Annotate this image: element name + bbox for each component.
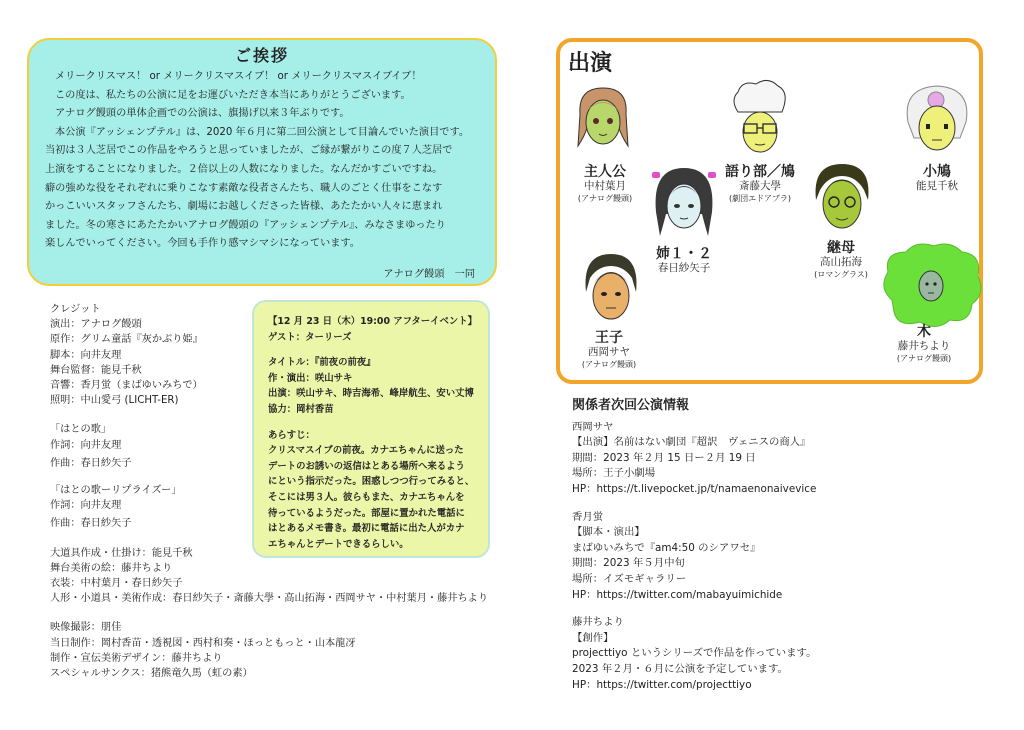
greeting-line: メリークリスマス！ or メリークリスマスイブ！ or メリークリスマスイブイブ！ xyxy=(55,71,422,82)
cast-member xyxy=(800,240,882,280)
greeting-text xyxy=(45,68,483,254)
narrator-portrait xyxy=(728,76,792,160)
related-link[interactable]: HP：https://t.livepocket.jp/t/namaenonaivevice xyxy=(572,482,817,495)
related-detail: 2023 年２月・６月に公演を予定しています。 xyxy=(572,662,788,675)
event-synopsis-line: 待っているようだった。部屋に置かれた電話に xyxy=(268,507,465,519)
credit-row: 舞台美術の絵：藤井ちより xyxy=(50,562,173,574)
cast-actor: 西岡サヤ xyxy=(588,346,630,358)
cast-actor: 斎藤大學 xyxy=(739,180,781,192)
related-category: 【脚本・演出】 xyxy=(572,526,645,539)
cast-troupe: (ロマングラス) xyxy=(814,270,868,279)
greeting-line: 癖の強めな役をそれぞれに乗りこなす素敵な役者さんたち、職人のごとく仕事をこなす xyxy=(45,182,443,194)
credit-row: 映像撮影：朋佳 xyxy=(50,622,122,634)
greeting-signature: アナログ饅頭 一同 xyxy=(383,269,475,280)
cast-actor: 中村葉月 xyxy=(584,180,626,192)
cast-member xyxy=(564,164,646,204)
greeting-line: 上演をすることになりました。２倍以上の人数になりました。なんだかすごいですね。 xyxy=(45,163,443,175)
greeting-line: 楽しんでいってください。今回も手作り感マシマシになっています。 xyxy=(45,238,360,250)
credit-row: 作詞：向井友理 xyxy=(50,439,122,451)
credits-heading: クレジット xyxy=(50,304,101,315)
event-synopsis-line: そこには男３人。彼らもまた、カナエちゃんを xyxy=(268,491,465,503)
event-synopsis-line: はとあるメモ書き。最初に電話に出た人がカナ xyxy=(268,523,465,535)
event-synopsis-line: デートのお誘いの返信はとある場所へ来るよう xyxy=(268,460,465,472)
greeting-line: アナログ饅頭の単体企画での公演は、旗揚げ以来３年ぶりです。 xyxy=(55,108,350,120)
cast-member xyxy=(718,164,802,204)
cast-title: 出演 xyxy=(568,51,613,76)
event-synopsis-line: にという指示だった。困惑しつつ行ってみると、 xyxy=(268,476,475,488)
related-detail: 期間：2023 年２月 15 日ー２月 19 日 xyxy=(572,451,756,464)
greeting-line: 当初は３人芝居でこの作品をやろうと思っていましたが、ご縁が繋がりこの度７人芝居で xyxy=(45,145,453,157)
related-person xyxy=(572,420,992,498)
greeting-line: 本公演『アッシェンプテル』は、2020 年６月に第二回公演として目論んでいた演目です。 xyxy=(55,126,470,138)
credit-row: 大道具作成・仕掛け：能見千秋 xyxy=(50,547,193,559)
cast-role: 語り部／鳩 xyxy=(725,164,795,180)
credit-row: スペシャルサンクス：猪熊竜久馬（虹の素） xyxy=(50,668,253,680)
cast-actor: 高山拓海 xyxy=(820,256,862,268)
related-detail: 場所：イズモギャラリー xyxy=(572,572,687,585)
greeting-box xyxy=(27,38,497,286)
cast-troupe: (アナログ饅頭) xyxy=(896,354,952,363)
related-performances xyxy=(572,398,992,705)
related-detail: まばゆいみちで『am4:50 のシアワセ』 xyxy=(572,541,761,554)
event-cast: 出演：咲山サキ、時吉海希、峰岸航生、安い丈博 xyxy=(268,388,474,400)
credit-row: 「はとの歌」 xyxy=(50,424,112,436)
cast-member xyxy=(890,164,984,193)
stepmother-portrait xyxy=(810,160,874,240)
cast-role: 主人公 xyxy=(584,164,626,180)
related-category: 【出演】名前はない劇団『超訳 ヴェニスの商人』 xyxy=(572,436,811,449)
cast-troupe: (アナログ饅頭) xyxy=(581,360,637,369)
event-title: タイトル：『前夜の前夜』 xyxy=(268,357,376,369)
related-person xyxy=(572,615,992,693)
related-link[interactable]: HP：https://twitter.com/mabayuimichide xyxy=(572,588,783,601)
little-dove-portrait xyxy=(902,82,972,162)
sisters-portrait xyxy=(650,162,718,244)
prince-portrait xyxy=(580,250,642,330)
greeting-line: ました。冬の寒さにあたたかいアナログ饅頭の『アッシェンプテル』、みなさまゆったり xyxy=(45,219,446,231)
credit-row: 照明：中山愛弓 (LICHT-ER) xyxy=(50,395,179,407)
cast-member xyxy=(644,246,724,275)
greeting-line: かっこいいスタッフさんたち、劇場にお越しくださった皆様、あたたかい人々に恵まれ xyxy=(45,201,443,213)
cast-actor: 能見千秋 xyxy=(916,180,958,192)
cast-role: 姉１・２ xyxy=(656,246,712,262)
event-director: 作・演出：咲山サキ xyxy=(268,372,353,384)
credit-row: 制作・宣伝美術デザイン：藤井ちより xyxy=(50,652,223,664)
related-name: 藤井ちより xyxy=(572,616,624,629)
related-name: 香月蛍 xyxy=(572,510,604,523)
cast-role: 木 xyxy=(917,324,931,340)
event-date: 【12 月 23 日（木）19:00 アフターイベント】 xyxy=(268,316,477,327)
cast-role: 継母 xyxy=(827,240,855,256)
cast-actor: 春日紗矢子 xyxy=(657,262,711,274)
cast-troupe: (劇団エドアブラ) xyxy=(728,194,791,203)
credit-row: 原作：グリム童話『灰かぶり姫』 xyxy=(50,334,203,346)
event-synopsis-line: クリスマスイブの前夜。カナエちゃんに送った xyxy=(268,445,464,457)
cast-member xyxy=(564,330,654,370)
event-synopsis-line: あらすじ： xyxy=(268,429,315,441)
credit-row: 作詞：向井友理 xyxy=(50,500,122,512)
cast-troupe: (アナログ饅頭) xyxy=(577,194,633,203)
credit-row: 音響：香月蛍（まばゆいみちで） xyxy=(50,380,203,392)
credit-row: 演出：アナログ饅頭 xyxy=(50,319,142,331)
cast-actor: 藤井ちより xyxy=(897,340,951,352)
credit-row: 脚本：向井友理 xyxy=(50,349,122,361)
cast-box xyxy=(556,38,983,384)
protagonist-portrait xyxy=(572,84,634,164)
credit-row: 衣装：中村葉月・春日紗矢子 xyxy=(50,578,183,590)
greeting-line: この度は、私たちの公演に足をお運びいただき本当にありがとうございます。 xyxy=(55,89,411,101)
related-link[interactable]: HP：https://twitter.com/projecttiyo xyxy=(572,678,752,691)
credit-row: 「はとの歌ーリプライズー」 xyxy=(50,485,182,497)
cast-role: 小鳩 xyxy=(923,164,951,180)
after-event-box xyxy=(252,300,490,558)
credit-row: 作曲：春日紗矢子 xyxy=(50,518,132,530)
tree-portrait xyxy=(878,240,984,332)
related-detail: projecttiyo というシリーズで作品を作っています。 xyxy=(572,647,817,660)
related-heading: 関係者次回公演情報 xyxy=(572,398,690,413)
credit-row: 人形・小道具・美術作成：春日紗矢子・斎藤大學・高山拓海・西岡サヤ・中村葉月・藤井ちより xyxy=(50,593,489,605)
event-synopsis-line: エちゃんとデートできるらしい。 xyxy=(268,538,409,550)
event-cooperation: 協力：岡村香苗 xyxy=(268,403,334,415)
credit-row: 舞台監督：能見千秋 xyxy=(50,364,142,376)
credit-row: 当日制作：岡村香苗・透視図・西村和奏・ほっともっと・山本龍冴 xyxy=(50,637,356,649)
greeting-title: ご挨拶 xyxy=(234,46,289,65)
related-person xyxy=(572,510,992,604)
related-category: 【創作】 xyxy=(572,631,614,644)
related-detail: 期間：2023 年５月中旬 xyxy=(572,557,685,570)
event-guest: ゲスト：ターリーズ xyxy=(268,331,352,343)
credit-row: 作曲：春日紗矢子 xyxy=(50,457,132,469)
cast-member xyxy=(878,324,970,364)
related-detail: 場所：王子小劇場 xyxy=(572,467,656,480)
cast-role: 王子 xyxy=(595,330,623,346)
related-name: 西岡サヤ xyxy=(572,420,614,433)
